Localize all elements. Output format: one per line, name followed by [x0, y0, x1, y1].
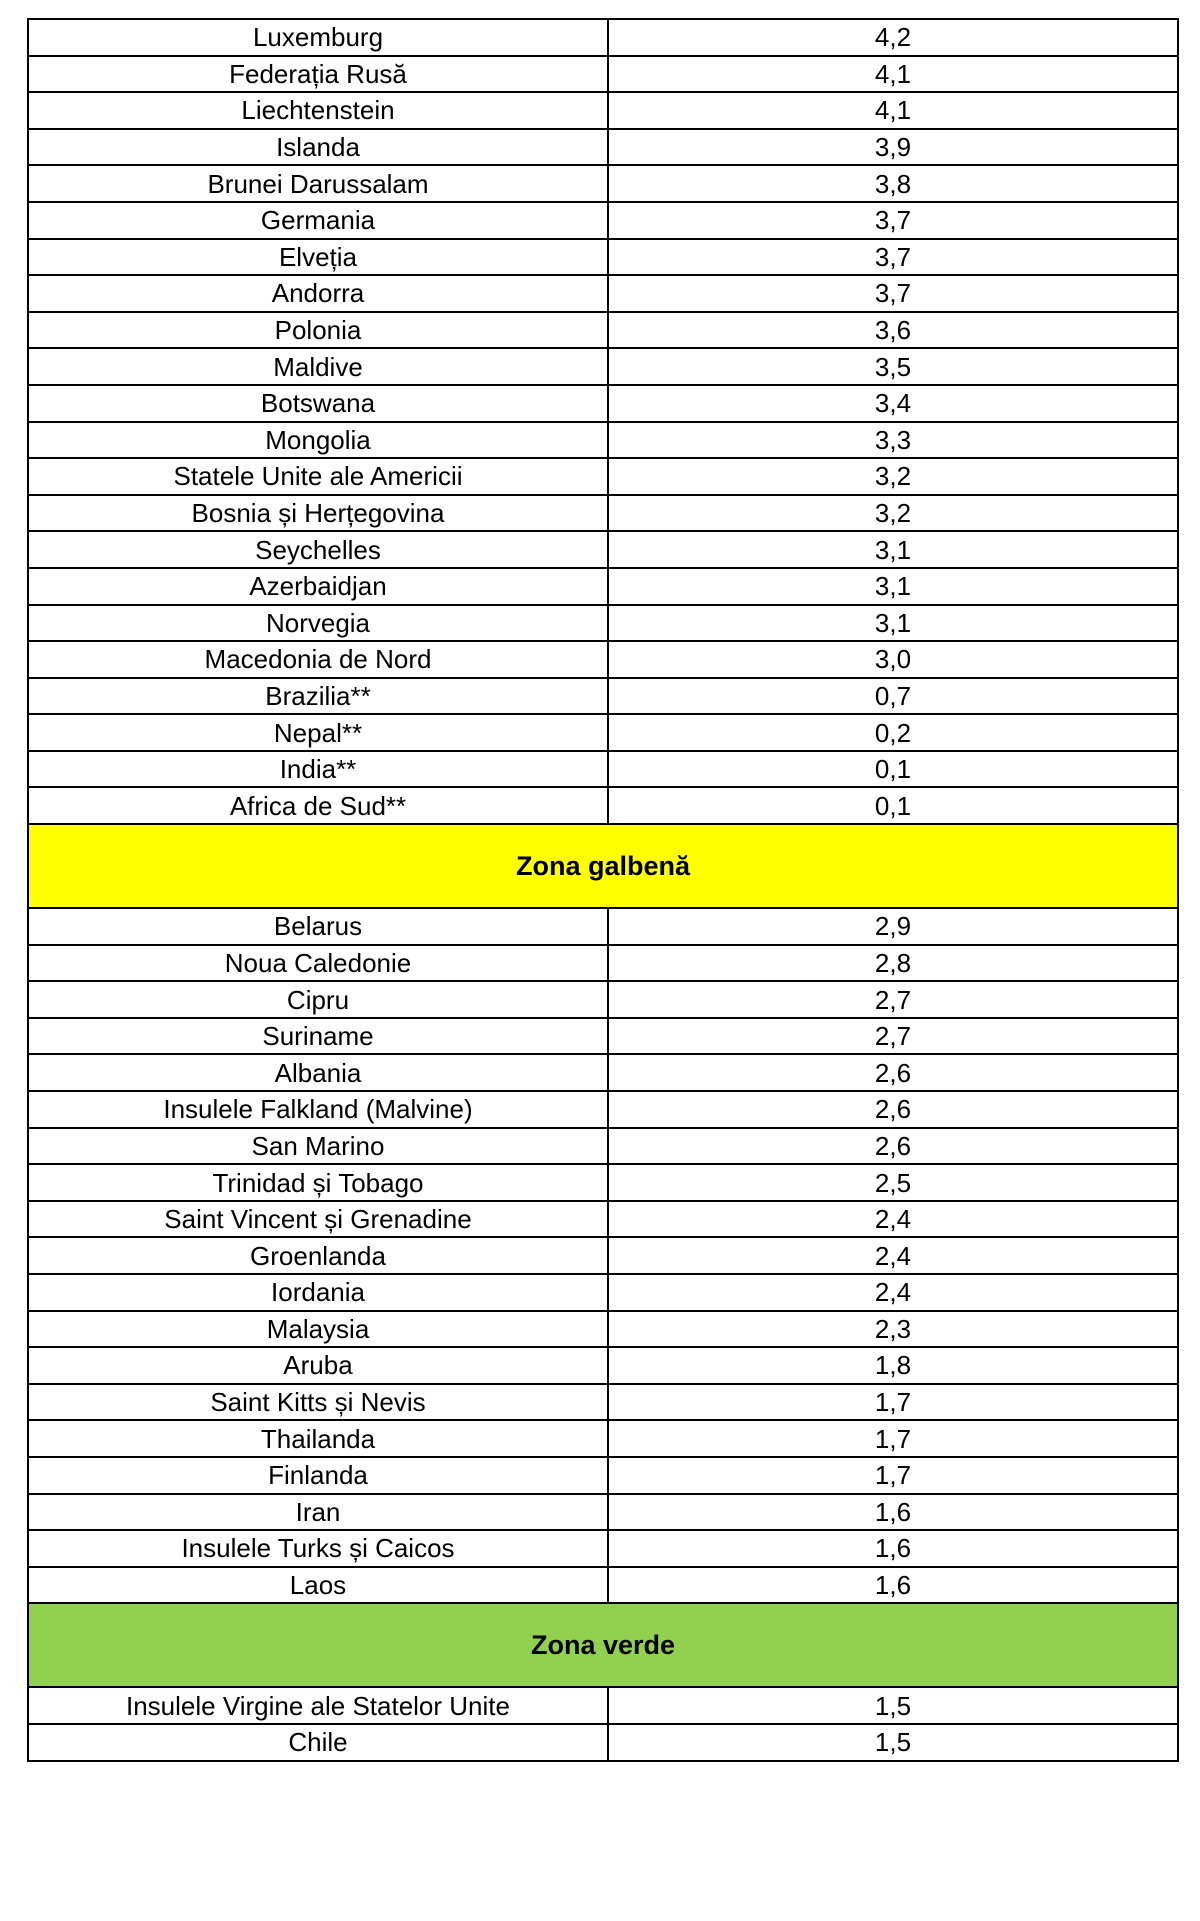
country-cell: Mongolia: [28, 422, 608, 459]
table-row: [28, 1274, 1178, 1311]
table-row: [28, 1494, 1178, 1531]
table-row: [28, 1164, 1178, 1201]
country-cell: Insulele Virgine ale Statelor Unite: [28, 1687, 608, 1724]
country-cell: Bosnia și Herțegovina: [28, 495, 608, 532]
zone-header-row: [28, 1603, 1178, 1687]
table-row: [28, 312, 1178, 349]
value-cell: 0,2: [608, 714, 1178, 751]
country-cell: Cipru: [28, 981, 608, 1018]
value-cell: 1,7: [608, 1457, 1178, 1494]
table-row: [28, 1530, 1178, 1567]
table-row: [28, 1687, 1178, 1724]
value-cell: 2,6: [608, 1128, 1178, 1165]
country-cell: Liechtenstein: [28, 92, 608, 129]
country-cell: Noua Caledonie: [28, 945, 608, 982]
country-cell: India**: [28, 751, 608, 788]
value-cell: 3,8: [608, 165, 1178, 202]
table-row: [28, 275, 1178, 312]
zone-header-row: [28, 824, 1178, 908]
value-cell: 1,5: [608, 1687, 1178, 1724]
value-cell: 3,3: [608, 422, 1178, 459]
country-cell: Azerbaidjan: [28, 568, 608, 605]
value-cell: 3,2: [608, 458, 1178, 495]
country-cell: Thailanda: [28, 1420, 608, 1457]
table-row: [28, 1567, 1178, 1604]
table-row: [28, 908, 1178, 945]
value-cell: 2,6: [608, 1091, 1178, 1128]
table-row: [28, 202, 1178, 239]
value-cell: 3,7: [608, 239, 1178, 276]
table-row: [28, 56, 1178, 93]
country-cell: Luxemburg: [28, 19, 608, 56]
value-cell: 1,6: [608, 1494, 1178, 1531]
value-cell: 2,4: [608, 1237, 1178, 1274]
value-cell: 2,8: [608, 945, 1178, 982]
value-cell: 3,4: [608, 385, 1178, 422]
country-cell: Aruba: [28, 1347, 608, 1384]
table-row: [28, 1420, 1178, 1457]
value-cell: 4,1: [608, 92, 1178, 129]
country-cell: Iran: [28, 1494, 608, 1531]
table-row: [28, 678, 1178, 715]
country-cell: Africa de Sud**: [28, 787, 608, 824]
country-cell: Islanda: [28, 129, 608, 166]
table-row: [28, 1128, 1178, 1165]
table-row: [28, 348, 1178, 385]
table-row: [28, 714, 1178, 751]
country-cell: Botswana: [28, 385, 608, 422]
value-cell: 0,1: [608, 751, 1178, 788]
country-cell: Belarus: [28, 908, 608, 945]
country-cell: Saint Vincent și Grenadine: [28, 1201, 608, 1238]
value-cell: 2,5: [608, 1164, 1178, 1201]
value-cell: 1,5: [608, 1724, 1178, 1761]
country-cell: Norvegia: [28, 605, 608, 642]
value-cell: 2,4: [608, 1274, 1178, 1311]
value-cell: 3,9: [608, 129, 1178, 166]
table-row: [28, 239, 1178, 276]
country-cell: Brunei Darussalam: [28, 165, 608, 202]
table-row: [28, 945, 1178, 982]
value-cell: 2,7: [608, 1018, 1178, 1055]
value-cell: 2,9: [608, 908, 1178, 945]
value-cell: 1,6: [608, 1530, 1178, 1567]
country-cell: Polonia: [28, 312, 608, 349]
country-cell: Saint Kitts și Nevis: [28, 1384, 608, 1421]
value-cell: 3,1: [608, 605, 1178, 642]
table-row: [28, 1311, 1178, 1348]
country-cell: Brazilia**: [28, 678, 608, 715]
table-row: [28, 422, 1178, 459]
table-row: [28, 1201, 1178, 1238]
table-row: [28, 19, 1178, 56]
table-row: [28, 1018, 1178, 1055]
value-cell: 2,6: [608, 1054, 1178, 1091]
value-cell: 1,8: [608, 1347, 1178, 1384]
table-row: [28, 385, 1178, 422]
table-row: [28, 568, 1178, 605]
table-row: [28, 458, 1178, 495]
value-cell: 3,7: [608, 275, 1178, 312]
country-cell: Suriname: [28, 1018, 608, 1055]
country-cell: Germania: [28, 202, 608, 239]
table-row: [28, 751, 1178, 788]
value-cell: 1,7: [608, 1420, 1178, 1457]
country-cell: Maldive: [28, 348, 608, 385]
value-cell: 3,6: [608, 312, 1178, 349]
country-cell: Andorra: [28, 275, 608, 312]
table-row: [28, 531, 1178, 568]
value-cell: 1,6: [608, 1567, 1178, 1604]
table-row: [28, 605, 1178, 642]
table-row: [28, 1724, 1178, 1761]
value-cell: 0,7: [608, 678, 1178, 715]
value-cell: 3,1: [608, 568, 1178, 605]
value-cell: 3,7: [608, 202, 1178, 239]
country-cell: Elveția: [28, 239, 608, 276]
zone-heading: Zona verde: [28, 1603, 1178, 1687]
value-cell: 3,0: [608, 641, 1178, 678]
table-row: [28, 495, 1178, 532]
country-cell: Nepal**: [28, 714, 608, 751]
value-cell: 2,7: [608, 981, 1178, 1018]
value-cell: 4,1: [608, 56, 1178, 93]
value-cell: 4,2: [608, 19, 1178, 56]
table-row: [28, 1237, 1178, 1274]
table-row: [28, 1457, 1178, 1494]
table-body: [28, 19, 1178, 1761]
table-row: [28, 1091, 1178, 1128]
country-rate-table: [27, 18, 1179, 1762]
table-row: [28, 129, 1178, 166]
country-cell: Insulele Turks și Caicos: [28, 1530, 608, 1567]
value-cell: 0,1: [608, 787, 1178, 824]
table-row: [28, 1054, 1178, 1091]
country-cell: Trinidad și Tobago: [28, 1164, 608, 1201]
value-cell: 2,3: [608, 1311, 1178, 1348]
country-cell: Federația Rusă: [28, 56, 608, 93]
table-row: [28, 92, 1178, 129]
country-cell: Statele Unite ale Americii: [28, 458, 608, 495]
value-cell: 3,2: [608, 495, 1178, 532]
country-cell: San Marino: [28, 1128, 608, 1165]
table-row: [28, 1347, 1178, 1384]
country-cell: Macedonia de Nord: [28, 641, 608, 678]
country-cell: Insulele Falkland (Malvine): [28, 1091, 608, 1128]
value-cell: 3,5: [608, 348, 1178, 385]
country-cell: Seychelles: [28, 531, 608, 568]
table-row: [28, 641, 1178, 678]
country-cell: Groenlanda: [28, 1237, 608, 1274]
country-cell: Chile: [28, 1724, 608, 1761]
country-cell: Finlanda: [28, 1457, 608, 1494]
country-cell: Malaysia: [28, 1311, 608, 1348]
value-cell: 2,4: [608, 1201, 1178, 1238]
country-cell: Albania: [28, 1054, 608, 1091]
table-row: [28, 787, 1178, 824]
value-cell: 3,1: [608, 531, 1178, 568]
zone-heading: Zona galbenă: [28, 824, 1178, 908]
country-cell: Laos: [28, 1567, 608, 1604]
value-cell: 1,7: [608, 1384, 1178, 1421]
country-cell: Iordania: [28, 1274, 608, 1311]
table-row: [28, 165, 1178, 202]
table-row: [28, 981, 1178, 1018]
table-row: [28, 1384, 1178, 1421]
